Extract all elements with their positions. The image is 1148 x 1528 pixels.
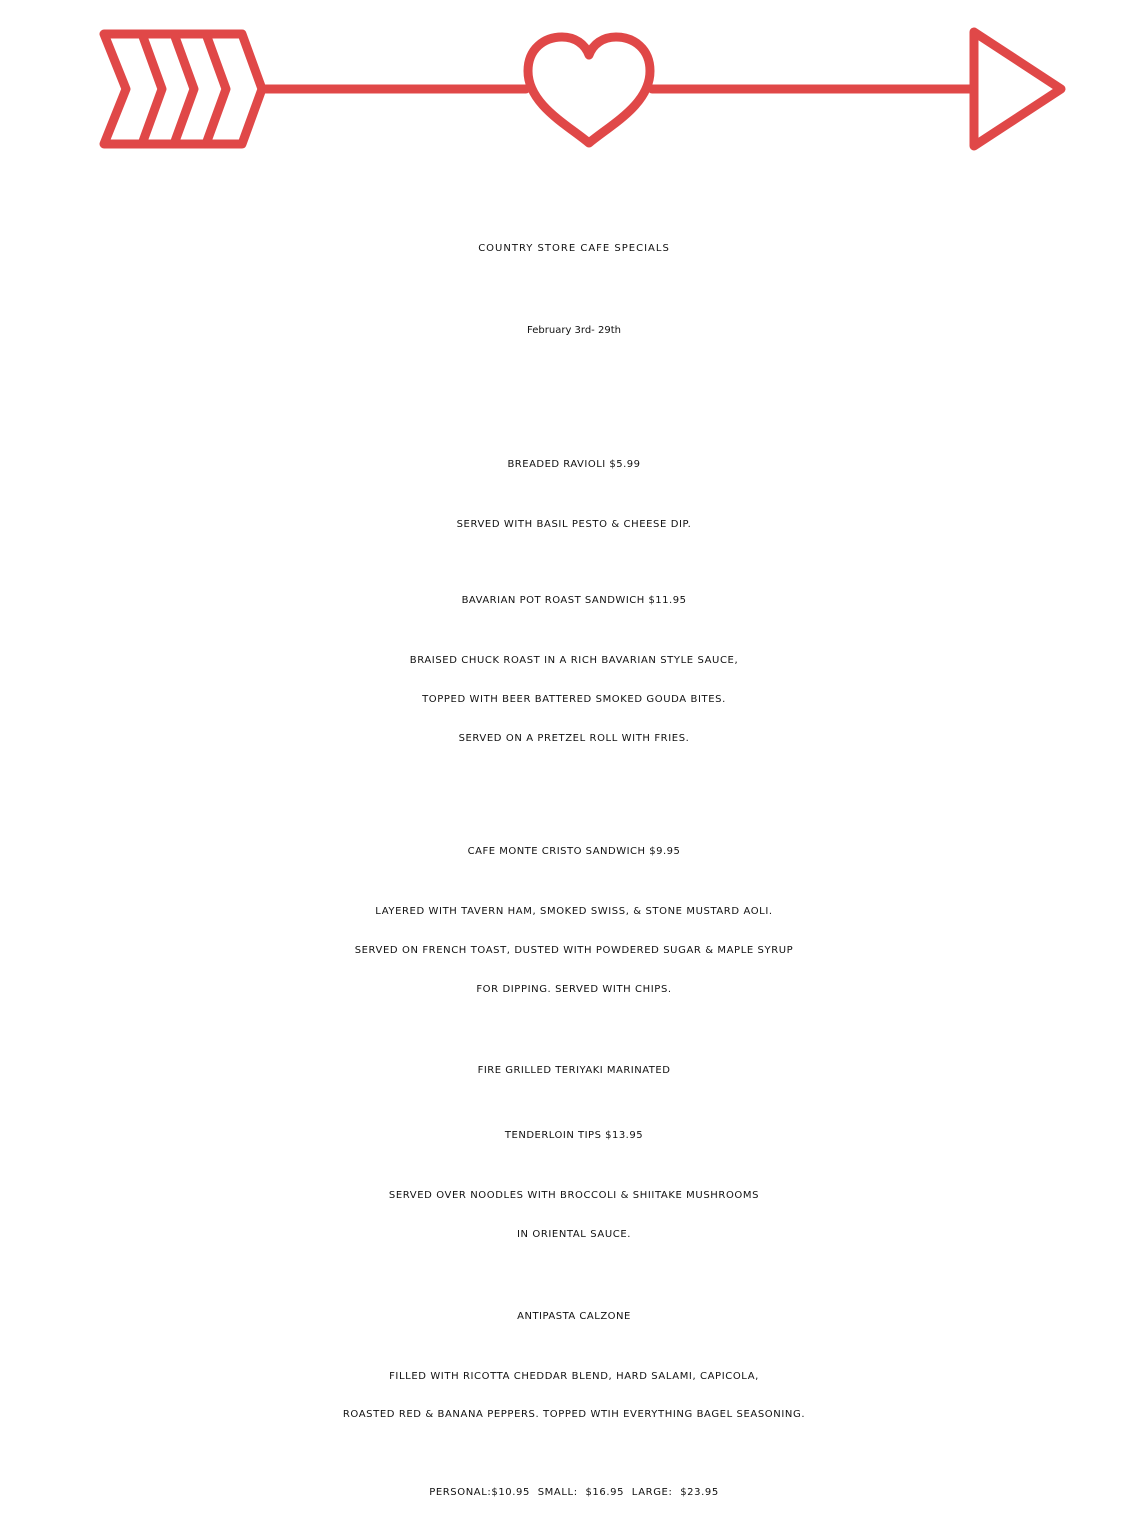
menu-item-description: IN ORIENTAL SAUCE.: [516, 1229, 632, 1240]
menu-item-description: TOPPED WITH BEER BATTERED SMOKED GOUDA BITES.: [422, 694, 726, 705]
menu-item-description: ROASTED RED & BANANA PEPPERS. TOPPED WTIH EVERYTHING BAGEL SEASONING.: [342, 1409, 806, 1420]
calzone-size-prices: PERSONAL:$10.95 SMALL: $16.95 LARGE: $23.95: [429, 1487, 719, 1498]
menu-item-title: BREADED RAVIOLI $5.99: [507, 459, 641, 470]
date-range: February 3rd- 29th: [527, 325, 621, 336]
menu-item-description: LAYERED WITH TAVERN HAM, SMOKED SWISS, & STONE MUSTARD AOLI.: [375, 906, 773, 917]
menu-item-title: CAFE MONTE CRISTO SANDWICH $9.95: [467, 846, 681, 857]
page-title: COUNTRY STORE CAFE SPECIALS: [478, 243, 670, 254]
menu-item-title: ANTIPASTA CALZONE: [517, 1311, 631, 1322]
menu-item-title: FIRE GRILLED TERIYAKI MARINATED: [477, 1065, 671, 1076]
heart-arrow-icon: [96, 24, 1070, 154]
menu-item-description: SERVED ON A PRETZEL ROLL WITH FRIES.: [458, 733, 690, 744]
menu-item-title: BAVARIAN POT ROAST SANDWICH $11.95: [461, 595, 687, 606]
menu-item-description: BRAISED CHUCK ROAST IN A RICH BAVARIAN STYLE SAUCE,: [409, 655, 739, 666]
menu-item-description: FILLED WITH RICOTTA CHEDDAR BLEND, HARD SALAMI, CAPICOLA,: [389, 1371, 759, 1382]
menu-item-description: SERVED WITH BASIL PESTO & CHEESE DIP.: [456, 519, 692, 530]
menu-item-title: TENDERLOIN TIPS $13.95: [504, 1130, 644, 1141]
menu-item-description: FOR DIPPING. SERVED WITH CHIPS.: [476, 984, 672, 995]
menu-item-description: SERVED OVER NOODLES WITH BROCCOLI & SHIITAKE MUSHROOMS: [388, 1190, 760, 1201]
menu-item-description: SERVED ON FRENCH TOAST, DUSTED WITH POWDERED SUGAR & MAPLE SYRUP: [354, 945, 794, 956]
